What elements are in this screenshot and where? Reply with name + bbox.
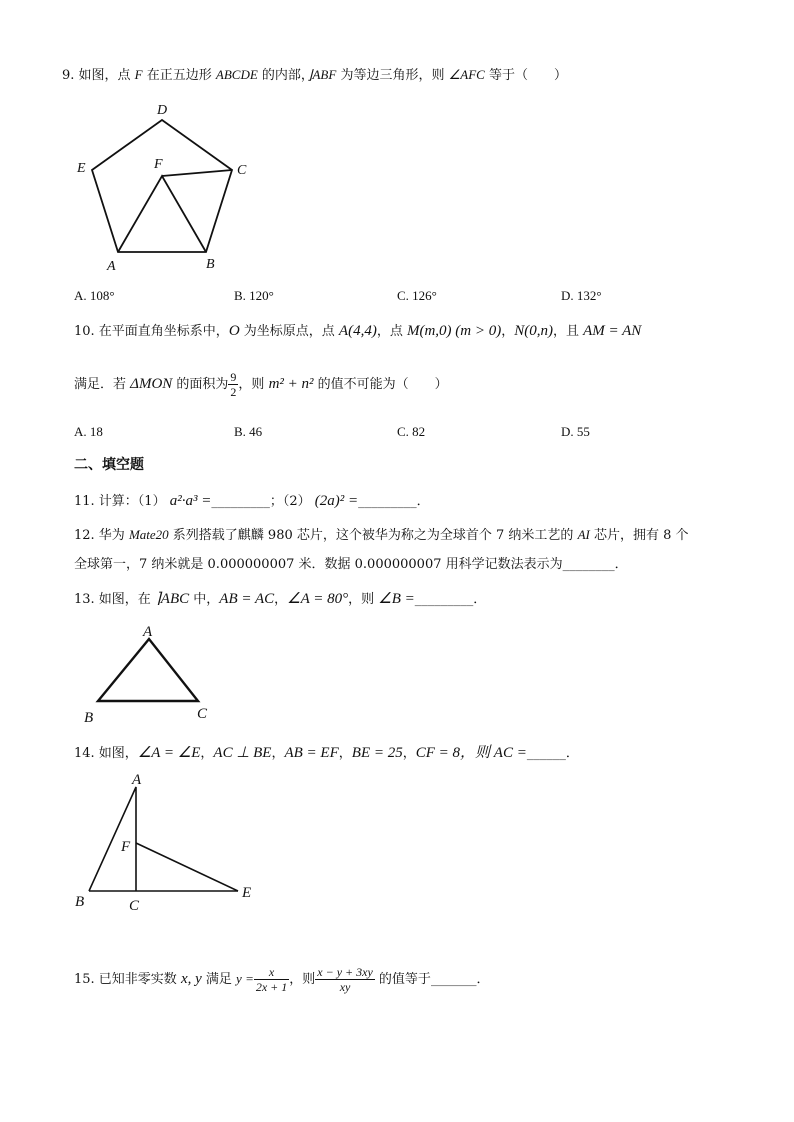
q10-choice-c: C. 82 bbox=[397, 424, 426, 439]
q10-stem-line2: 满足．若 ΔMON 的面积为 $\frac{9}{2}$ ，则 m² + n² 的值不可能为（ ） bbox=[74, 370, 448, 399]
q12-stem-line1: 12. 华为 Mate20 系列搭载了麒麟 980 芯片，这个被华为称之为全球首个 7 纳米工艺的 AI 芯片，拥有 8 个 bbox=[74, 527, 689, 543]
q12-blank: ________ bbox=[562, 557, 615, 572]
label-c: C bbox=[237, 163, 247, 178]
label-e: E bbox=[242, 885, 252, 901]
q9-choice-d: D. 132° bbox=[561, 288, 602, 303]
q15-blank: _______ bbox=[430, 972, 477, 987]
segment-fe bbox=[136, 843, 238, 891]
q10-choice-b: B. 46 bbox=[234, 424, 263, 439]
q10-stem-line1: 10. 在平面直角坐标系中，O 为坐标原点，点 A(4,4)，点 M(m,0) (m > 0)，N(0,n)，且 AM = AN bbox=[74, 323, 642, 339]
q13-blank: _________ bbox=[414, 592, 474, 607]
label-a: A bbox=[107, 259, 116, 274]
label-f: F bbox=[154, 157, 163, 172]
fraction-expression: $\frac{x - y + 3xy}{xy}$ bbox=[317, 965, 373, 994]
label-b: B bbox=[84, 710, 94, 726]
fraction-x-over-2x-plus-1: $\frac{x}{2x + 1}$ bbox=[255, 965, 288, 994]
label-a: A bbox=[143, 624, 153, 640]
q10-choice-a: A. 18 bbox=[74, 424, 103, 439]
q15-stem: 15. 已知非零实数 x, y 满足 y = $\frac{x}{2x + 1}$ ，则 $\frac{x - y + 3xy}{xy}$ 的值等于_______． bbox=[74, 965, 490, 994]
q11-blank-1: _________ bbox=[211, 494, 270, 509]
label-f: F bbox=[121, 839, 131, 855]
q13-stem: 13. 如图，在 ⌉ABC 中，AB = AC，∠A = 80°，则 ∠B =_________． bbox=[74, 591, 487, 607]
q9-choice-b: B. 120° bbox=[234, 288, 274, 303]
label-e: E bbox=[77, 161, 86, 176]
label-d: D bbox=[157, 103, 168, 118]
q12-stem-line2: 全球第一，7 纳米就是 0.000000007 米．数据 0.000000007 用科学记数法表示为________． bbox=[74, 557, 628, 572]
q14-stem: 14. 如图，∠A = ∠E，AC ⊥ BE，AB = EF，BE = 25，CF = 8，则 AC =______． bbox=[74, 745, 579, 761]
label-b: B bbox=[75, 894, 85, 910]
q9-choice-a: A. 108° bbox=[74, 288, 115, 303]
q11-blank-2: _________ bbox=[358, 494, 417, 509]
q14-blank: ______ bbox=[526, 746, 566, 761]
section-title-fill-in: 二、填空题 bbox=[74, 457, 144, 473]
q11-stem: 11. 计算：（1） a²·a³ =_________；（2） (2a)² =_________． bbox=[74, 493, 430, 509]
q10-choice-d: D. 55 bbox=[561, 424, 590, 439]
fraction-nine-halves: $\frac{9}{2}$ bbox=[230, 370, 237, 399]
q9-choice-c: C. 126° bbox=[397, 288, 437, 303]
label-c: C bbox=[197, 706, 208, 722]
q9-stem: 9. 如图，点 F 在正五边形 ABCDE 的内部，⌋ABF 为等边三角形，则 ∠AFC 等于（ ） bbox=[62, 67, 567, 83]
label-b: B bbox=[206, 257, 215, 272]
label-a: A bbox=[132, 772, 142, 788]
label-c: C bbox=[129, 898, 140, 914]
